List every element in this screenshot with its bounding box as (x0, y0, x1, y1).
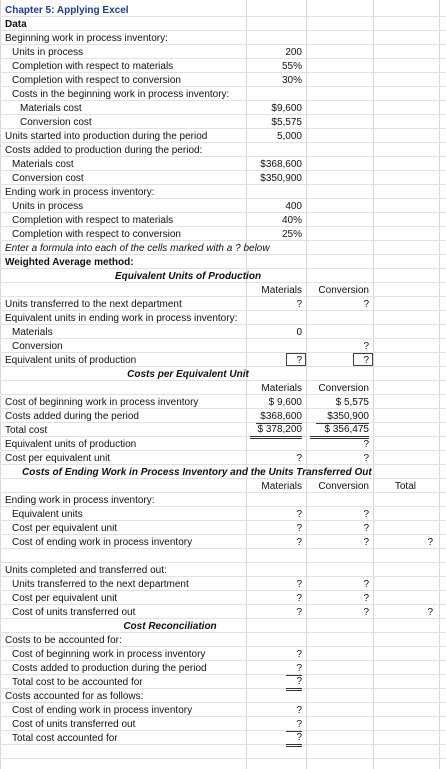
uct-label: Units completed and transferred out: (5, 565, 167, 576)
ut-conversion-cell[interactable]: ? (363, 299, 369, 310)
ewip-units-label: Units in process (12, 201, 84, 212)
eup-materials-value: ? (296, 355, 302, 366)
eup-conversion-value: ? (363, 355, 369, 366)
costs-added-period-label: Costs added during the period (5, 411, 139, 422)
cewip-col-total: Total (394, 481, 416, 492)
comp-conversion-value[interactable]: 30% (281, 75, 302, 86)
costs-added-materials[interactable]: $368,600 (256, 410, 302, 424)
cpeu-heading: Costs per Equivalent Unit (127, 369, 249, 380)
eq-units-label: Equivalent units (12, 509, 83, 520)
ewip-equnits-conversion[interactable]: ? (363, 509, 369, 520)
cost-ut-total[interactable]: ? (427, 607, 433, 618)
total-cost-materials[interactable]: $ 378,200 (250, 423, 302, 439)
cost-ewip-conversion[interactable]: ? (363, 537, 369, 548)
units-in-process-label: Units in process (12, 47, 84, 58)
conversion-row-label: Conversion (12, 341, 63, 352)
total-to-account-cell[interactable]: ? (286, 675, 302, 691)
comp-conversion-label: Completion with respect to conversion (12, 75, 181, 86)
cost-per-eu-label: Cost per equivalent unit (5, 453, 111, 464)
costs-added-label: Costs added to production during the period: (5, 145, 203, 156)
row-divider (0, 30, 446, 31)
sheet-title: Chapter 5: Applying Excel (5, 5, 129, 16)
column-divider (439, 0, 440, 769)
cost-ut-conversion[interactable]: ? (363, 607, 369, 618)
column-divider (373, 0, 374, 769)
conversion-cost-value[interactable]: $5,575 (271, 117, 302, 128)
ewip-cpeu-materials[interactable]: ? (296, 523, 302, 534)
cost-ut-label: Cost of units transferred out (12, 607, 136, 618)
ut-cpeu-label: Cost per equivalent unit (12, 593, 118, 604)
ewip-label: Ending work in process inventory: (5, 187, 155, 198)
ut-materials-cell[interactable]: ? (296, 299, 302, 310)
materials-row-label: Materials (12, 327, 53, 338)
ewip-comp-conv-label: Completion with respect to conversion (12, 229, 181, 240)
cewip-col-conversion: Conversion (318, 481, 369, 492)
ut-next-materials[interactable]: ? (296, 579, 302, 590)
instruction-text: Enter a formula into each of the cells marked with a ? below (5, 243, 270, 254)
recon-cost-ut-cell[interactable]: ? (286, 718, 302, 732)
comp-materials-value[interactable]: 55% (281, 61, 302, 72)
conversion-cost-label: Conversion cost (20, 117, 92, 128)
eup-heading: Equivalent Units of Production (114, 271, 262, 282)
wam-heading: Weighted Average method: (5, 257, 134, 268)
eu-prod-label2: Equivalent units of production (5, 439, 137, 450)
added-materials-label: Materials cost (12, 159, 74, 170)
row-divider (0, 338, 446, 339)
ewip-cpeu-label: Cost per equivalent unit (12, 523, 118, 534)
costs-added-conversion[interactable]: $350,900 (316, 410, 369, 424)
total-to-account-label: Total cost to be accounted for (12, 677, 143, 688)
column-divider (0, 0, 1, 769)
recon-cost-ewip-label: Cost of ending work in process inventory (12, 705, 193, 716)
total-cost-label: Total cost (5, 425, 48, 436)
ewip-units-value[interactable]: 400 (285, 201, 302, 212)
units-transferred-label: Units transferred to the next department (5, 299, 182, 310)
cpeu-col-conversion: Conversion (318, 383, 369, 394)
data-heading: Data (5, 19, 27, 30)
cost-bwip-conversion[interactable]: $ 5,575 (335, 397, 369, 408)
ut-cpeu-conversion[interactable]: ? (363, 593, 369, 604)
added-conversion-value[interactable]: $350,900 (260, 173, 302, 184)
comp-materials-label: Completion with respect to materials (12, 61, 174, 72)
row-divider (0, 436, 446, 437)
units-in-process-value[interactable]: 200 (285, 47, 302, 58)
bwip-label: Beginning work in process inventory: (5, 33, 168, 44)
cpeu-col-materials: Materials (261, 383, 302, 394)
cost-ut-materials[interactable]: ? (296, 607, 302, 618)
recon-costs-added-cell[interactable]: ? (286, 662, 302, 676)
total-cost-conversion[interactable]: $ 356,475 (310, 423, 369, 439)
eu-ewip-label: Equivalent units in ending work in process inventory: (5, 313, 238, 324)
ut-next-label: Units transferred to the next department (12, 579, 189, 590)
costs-bwip-label: Costs in the beginning work in process inventory: (12, 89, 230, 100)
eu-prod-conversion[interactable]: ? (363, 439, 369, 450)
recon-costs-added-label: Costs added to production during the period (12, 663, 207, 674)
col-materials-header: Materials (261, 285, 302, 296)
materials-cost-value[interactable]: $9,600 (271, 103, 302, 114)
added-materials-value[interactable]: $368,600 (260, 159, 302, 170)
eu-conversion-cell[interactable]: ? (363, 341, 369, 352)
ewip-equnits-materials[interactable]: ? (296, 509, 302, 520)
ewip-comp-conv-value[interactable]: 25% (281, 229, 302, 240)
total-accounted-cell[interactable]: ? (286, 731, 302, 747)
row-divider (0, 352, 446, 353)
col-conversion-header: Conversion (318, 285, 369, 296)
recon-cost-bwip-cell[interactable]: ? (296, 649, 302, 660)
to-account-label: Costs to be accounted for: (5, 635, 122, 646)
units-started-value[interactable]: 5,000 (276, 131, 302, 142)
cost-bwip-label: Cost of beginning work in process inventory (5, 397, 199, 408)
eu-materials-cell[interactable]: 0 (296, 327, 302, 338)
cewip-col-materials: Materials (261, 481, 302, 492)
row-divider (0, 394, 446, 395)
eu-production-label: Equivalent units of production (5, 355, 137, 366)
units-started-label: Units started into production during the period (5, 131, 208, 142)
materials-cost-label: Materials cost (20, 103, 82, 114)
total-accounted-label: Total cost accounted for (12, 733, 118, 744)
cpeu-materials[interactable]: ? (296, 453, 302, 464)
recon-cost-ewip-cell[interactable]: ? (296, 705, 302, 716)
cpeu-conversion[interactable]: ? (363, 453, 369, 464)
row-divider (0, 562, 446, 563)
cewip-heading: Costs of Ending Work in Process Inventory and the Units Transferred Out (22, 467, 372, 478)
row-divider (0, 758, 446, 759)
ewip-cpeu-conversion[interactable]: ? (363, 523, 369, 534)
recon-cost-bwip-label: Cost of beginning work in process inventory (12, 649, 206, 660)
recon-heading: Cost Reconciliation (123, 621, 217, 632)
recon-cost-ut-label: Cost of units transferred out (12, 719, 136, 730)
cost-bwip-materials[interactable]: $ 9,600 (268, 397, 302, 408)
cost-ewip-label: Cost of ending work in process inventory (12, 537, 193, 548)
row-divider (0, 296, 446, 297)
ewip-comp-mat-value[interactable]: 40% (281, 215, 302, 226)
accounted-as-label: Costs accounted for as follows: (5, 691, 144, 702)
ewip-section-label: Ending work in process inventory: (5, 495, 155, 506)
ut-cpeu-materials[interactable]: ? (296, 593, 302, 604)
ewip-comp-mat-label: Completion with respect to materials (12, 215, 174, 226)
cost-ewip-materials[interactable]: ? (296, 537, 302, 548)
ut-next-conversion[interactable]: ? (363, 579, 369, 590)
added-conversion-label: Conversion cost (12, 173, 84, 184)
cost-ewip-total[interactable]: ? (427, 537, 433, 548)
